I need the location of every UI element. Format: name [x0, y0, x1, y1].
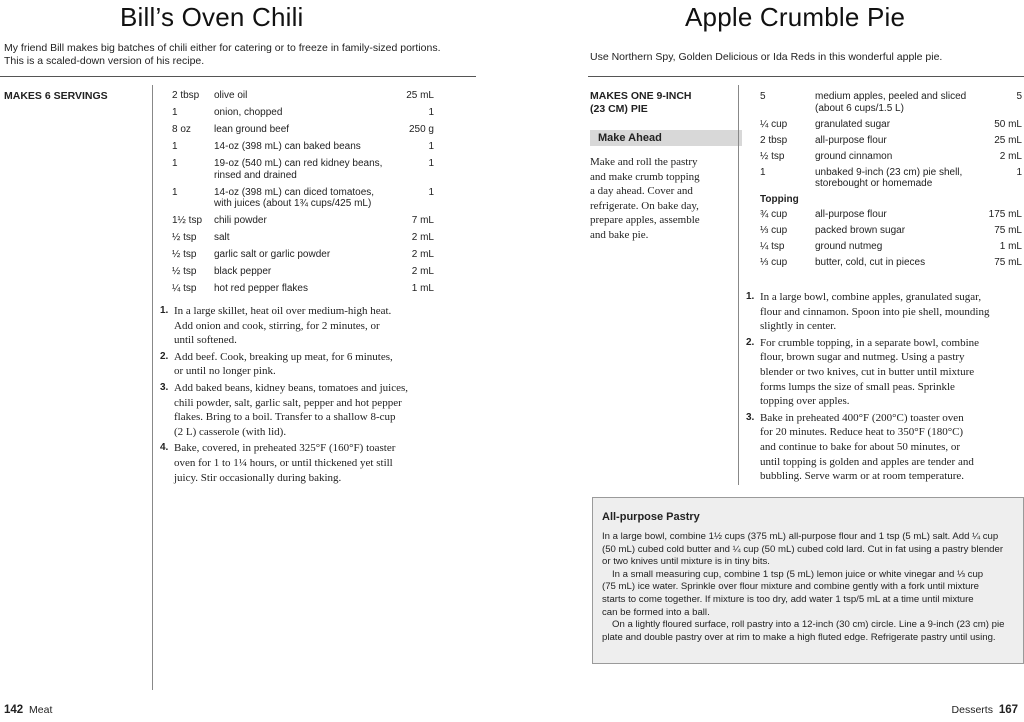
pastry-line: In a small measuring cup, combine 1 tsp (5 mL) lemon juice or white vinegar and ⅓ cup [612, 568, 984, 580]
ingredient-metric: 25 mL [994, 134, 1022, 146]
ingredient-name-line: black pepper [214, 266, 272, 277]
ingredient-name [214, 107, 282, 119]
pastry-box-title: All-purpose Pastry [602, 511, 700, 523]
method-step-line: blender or two knives, cut in butter until mixture [760, 365, 975, 378]
method-step-number: 1. [160, 305, 169, 316]
method-step-line: flour, brown sugar and nutmeg. Using a pastry [760, 351, 965, 364]
ingredient-name [214, 158, 382, 181]
ingredient-quantity: 1 [172, 107, 178, 118]
ingredient-quantity: 1 [760, 166, 766, 178]
method-step-line: Add baked beans, kidney beans, tomatoes and juices, [174, 382, 408, 394]
right-method [746, 290, 1024, 485]
ingredient-name-line: onion, chopped [214, 107, 283, 118]
left-method [160, 304, 460, 489]
left-recipe-title: Bill’s Oven Chili [120, 2, 304, 32]
ingredient-quantity: ¼ cup [760, 118, 788, 130]
ingredient-metric: 75 mL [994, 224, 1022, 236]
make-ahead-line: prepare apples, assemble [590, 214, 700, 227]
ingredient-name-line: hot red pepper flakes [214, 283, 308, 294]
ingredient-quantity: 8 oz [172, 124, 191, 135]
right-makes-line: MAKES ONE 9-INCH [590, 90, 692, 102]
ingredient-name [214, 90, 247, 102]
ingredient-name-line: 19-oz (540 mL) can red kidney beans, [214, 158, 383, 169]
ingredient-name-line: chili powder [214, 215, 267, 226]
method-step-line: bubbling. Serve warm or at room temperature. [760, 470, 965, 483]
pastry-line: plate and double pastry over at rim to make a high fluted edge. Refrigerate pastry until using. [602, 631, 996, 643]
left-intro [4, 42, 474, 68]
ingredient-name [214, 215, 267, 227]
method-step-line: In a large bowl, combine apples, granulated sugar, [760, 291, 982, 303]
right-makes [590, 90, 740, 116]
ingredient-name-line: with juices (about 1¾ cups/425 mL) [214, 198, 372, 209]
ingredient-name [214, 124, 289, 136]
pastry-line: can be formed into a ball. [602, 606, 710, 618]
ingredient-metric: 1 mL [999, 240, 1022, 252]
ingredient-quantity: ¾ cup [760, 208, 788, 220]
method-step-number: 3. [160, 382, 169, 393]
method-step-line: for 20 minutes. Reduce heat to 350°F (180°C) [760, 426, 964, 439]
pastry-sidebar-box [592, 497, 1024, 664]
method-step-line: oven for 1 to 1¼ hours, or until thickened yet still [174, 456, 393, 469]
method-step-line: Bake in preheated 400°F (200°C) toaster oven [760, 411, 964, 424]
make-ahead-line: and make crumb topping [590, 170, 700, 183]
ingredient-name [815, 91, 966, 114]
topping-subheading: Topping [760, 193, 799, 205]
ingredient-quantity: ⅓ cup [760, 224, 788, 236]
ingredient-name [214, 187, 374, 210]
ingredient-quantity: 1 [172, 158, 178, 169]
ingredient-quantity: ¼ tsp [760, 240, 785, 252]
method-step-text [760, 336, 1024, 409]
ingredient-metric: 2 mL [411, 232, 434, 243]
ingredient-name [815, 151, 892, 163]
pastry-line: In a large bowl, combine 1½ cups (375 mL) all-purpose flour and 1 tsp (5 mL) salt. Add ¼ cup [602, 531, 999, 542]
right-footer [952, 704, 1018, 716]
method-step-text [760, 290, 1024, 334]
ingredient-metric: 2 mL [999, 150, 1022, 162]
make-ahead-line: refrigerate. On bake day, [590, 199, 699, 212]
ingredient-quantity: ½ tsp [172, 266, 197, 277]
ingredient-name-line: storebought or homemade [815, 178, 933, 190]
left-intro-line: This is a scaled-down version of his recipe. [4, 55, 205, 67]
ingredient-metric: 2 mL [411, 266, 434, 277]
method-step-text [174, 304, 460, 348]
left-header-rule [0, 76, 476, 77]
method-step-line: flour and cinnamon. Spoon into pie shell, mounding [760, 305, 990, 318]
ingredient-name-line: olive oil [214, 90, 248, 101]
ingredient-name [815, 241, 882, 253]
method-step-line: and continue to bake for about 50 minutes, or [760, 440, 961, 453]
pastry-line: or two knives until mixture is in tiny bits. [602, 556, 770, 568]
ingredient-name [815, 209, 887, 221]
ingredient-name-line: 14-oz (398 mL) can baked beans [214, 141, 361, 152]
method-step-line: topping over apples. [760, 395, 850, 408]
left-column-rule [152, 85, 153, 690]
method-step-line: flakes. Bring to a boil. Transfer to a shallow 8-cup [174, 411, 396, 424]
method-step-number: 2. [160, 350, 169, 362]
ingredient-name [815, 135, 887, 147]
method-step-line: slightly in center. [760, 320, 837, 333]
ingredient-metric: 50 mL [994, 118, 1022, 130]
ingredient-quantity: 1 [172, 141, 178, 152]
ingredient-name-line: 14-oz (398 mL) can diced tomatoes, [214, 186, 375, 198]
ingredient-metric: 1 [428, 186, 434, 198]
ingredient-name [214, 232, 230, 244]
make-ahead-heading: Make Ahead [590, 130, 742, 146]
ingredient-metric: 75 mL [994, 256, 1022, 268]
make-ahead-line: Make and roll the pastry [590, 156, 698, 168]
pastry-box-text [602, 531, 1017, 644]
ingredient-metric: 1 [1016, 166, 1022, 178]
method-step-line: (2 L) casserole (with lid). [174, 425, 287, 438]
method-step-line: until softened. [174, 334, 237, 347]
ingredient-name-line: all-purpose flour [815, 208, 887, 220]
ingredient-metric: 2 mL [411, 249, 434, 260]
ingredient-name-line: salt [214, 232, 230, 243]
ingredient-name [815, 257, 925, 269]
method-step-number: 1. [746, 291, 755, 302]
ingredient-metric: 25 mL [406, 90, 434, 101]
ingredient-metric: 1 mL [411, 283, 434, 294]
method-step-line: chili powder, salt, garlic salt, pepper and hot pepper [174, 396, 402, 409]
ingredient-metric: 1 [428, 107, 434, 118]
ingredient-quantity: 2 tbsp [172, 90, 200, 101]
ingredient-quantity: ½ tsp [172, 232, 197, 243]
ingredient-metric: 1 [428, 141, 434, 152]
method-step-line: or until no longer pink. [174, 365, 276, 378]
ingredient-name-line: unbaked 9-inch (23 cm) pie shell, [815, 166, 963, 178]
ingredient-name [214, 283, 308, 295]
ingredient-metric: 5 [1016, 91, 1022, 102]
ingredient-metric: 250 g [408, 124, 434, 135]
ingredient-name [815, 167, 962, 190]
method-step-line: For crumble topping, in a separate bowl, combine [760, 336, 980, 349]
ingredient-name [815, 119, 890, 131]
left-ingredients [172, 90, 434, 300]
method-step-number: 4. [160, 442, 169, 454]
pastry-line: (50 mL) cubed cold butter and ¼ cup (50 mL) cubed cold lard. Cut in fat using a pastry blender [602, 543, 1004, 555]
method-step-text [760, 411, 1024, 484]
ingredient-name-line: (about 6 cups/1.5 L) [815, 102, 904, 114]
left-page-number: 142 [4, 704, 24, 716]
method-step-line: forms lumps the size of small peas. Sprinkle [760, 380, 955, 393]
ingredient-quantity: 2 tbsp [760, 134, 788, 146]
right-makes-line: (23 CM) PIE [590, 103, 648, 115]
right-header-rule [588, 76, 1024, 77]
right-intro: Use Northern Spy, Golden Delicious or Ida Reds in this wonderful apple pie. [590, 51, 943, 63]
method-step-number: 3. [746, 411, 755, 423]
method-step-number: 2. [746, 336, 755, 348]
method-step-line: Add beef. Cook, breaking up meat, for 6 minutes, [174, 350, 393, 363]
method-step-line: In a large skillet, heat oil over medium-high heat. [174, 305, 392, 317]
method-step-line: Add onion and cook, stirring, for 2 minutes, or [174, 319, 380, 332]
method-step-text [174, 350, 460, 379]
ingredient-name [214, 266, 271, 278]
right-section-name: Desserts [951, 704, 993, 716]
ingredient-quantity: 1½ tsp [172, 215, 203, 226]
ingredient-name [214, 141, 361, 153]
right-recipe-title: Apple Crumble Pie [685, 2, 906, 32]
ingredient-name-line: ground nutmeg [815, 240, 883, 252]
ingredient-metric: 175 mL [988, 208, 1022, 220]
pastry-line: On a lightly floured surface, roll pastry into a 12-inch (30 cm) circle. Line a 9-inch (23 cm) pie [612, 619, 1005, 631]
left-makes: MAKES 6 SERVINGS [4, 90, 108, 102]
ingredient-metric: 1 [428, 158, 434, 169]
make-ahead-line: and bake pie. [590, 228, 649, 241]
pastry-paragraph [602, 531, 1017, 569]
ingredient-quantity: ⅓ cup [760, 256, 788, 268]
ingredient-name-line: medium apples, peeled and sliced [815, 91, 967, 102]
left-intro-line: My friend Bill makes big batches of chili either for catering or to freeze in family-sized portions. [4, 42, 441, 54]
pastry-line: (75 mL) ice water. Sprinkle over flour mixture and combine gently with a fork until mixture [602, 581, 979, 593]
right-page [512, 0, 1024, 722]
ingredient-quantity: ½ tsp [172, 249, 197, 260]
method-step-line: until topping is golden and apples are tender and [760, 455, 974, 468]
right-ingredients [760, 91, 1022, 281]
ingredient-name-line: granulated sugar [815, 118, 891, 130]
ingredient-name-line: all-purpose flour [815, 134, 887, 146]
left-section-name: Meat [29, 704, 53, 716]
ingredient-quantity: ½ tsp [760, 150, 785, 162]
method-step-line: juicy. Stir occasionally during baking. [174, 471, 342, 484]
method-step-line: Bake, covered, in preheated 325°F (160°F) toaster [174, 442, 396, 455]
method-step-text [174, 441, 460, 485]
make-ahead-text [590, 155, 740, 243]
make-ahead-line: a day ahead. Cover and [590, 185, 693, 198]
pastry-paragraph [602, 569, 1017, 619]
ingredient-metric: 7 mL [411, 215, 434, 226]
pastry-paragraph [602, 619, 1017, 644]
ingredient-name-line: lean ground beef [214, 124, 290, 135]
pastry-line: starts to come together. If mixture is too dry, add water 1 tsp/5 mL at a time until mixture [602, 593, 974, 605]
ingredient-name-line: garlic salt or garlic powder [214, 249, 331, 260]
ingredient-name-line: rinsed and drained [214, 169, 297, 181]
ingredient-quantity: ¼ tsp [172, 283, 197, 294]
method-step-text [174, 381, 460, 439]
ingredient-name-line: packed brown sugar [815, 224, 906, 236]
ingredient-quantity: 5 [760, 91, 766, 102]
right-column-rule [738, 85, 739, 485]
right-page-number: 167 [998, 704, 1018, 716]
ingredient-name [815, 225, 905, 237]
ingredient-name [214, 249, 330, 261]
ingredient-name-line: ground cinnamon [815, 150, 893, 162]
ingredient-quantity: 1 [172, 186, 178, 198]
left-footer [4, 704, 52, 716]
ingredient-name-line: butter, cold, cut in pieces [815, 256, 926, 268]
